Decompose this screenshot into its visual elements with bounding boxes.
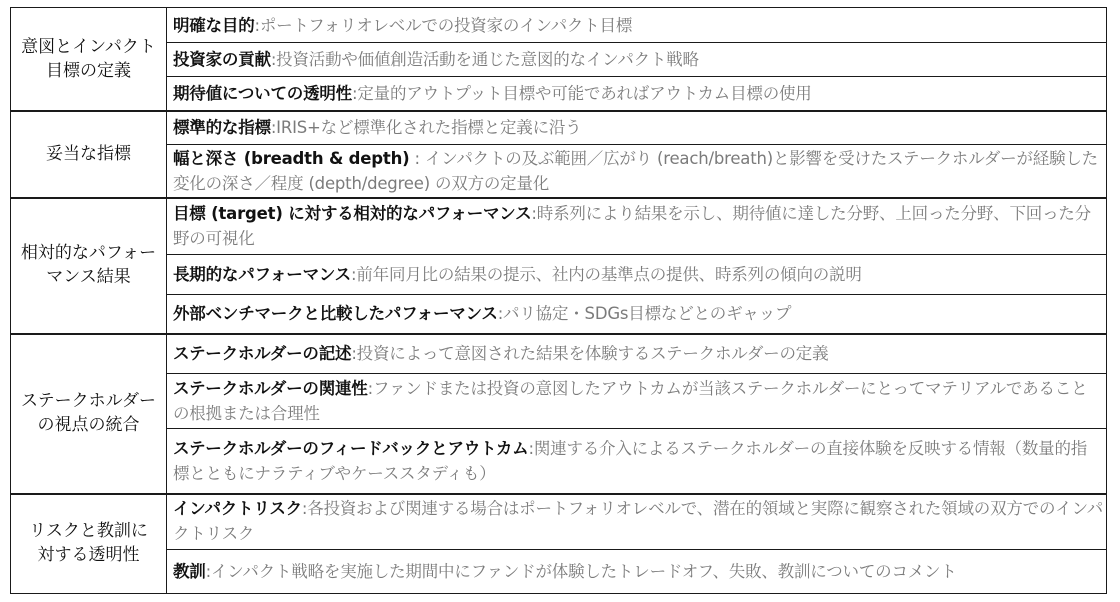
criterion-description: 投資によって意図された結果を体験するステークホルダーの定義 (356, 343, 829, 363)
separator: : (205, 561, 211, 581)
criterion-title: 長期的なパフォーマンス (173, 264, 351, 284)
separator: : (254, 15, 260, 35)
section-label-text: 妥当な指標 (46, 143, 131, 164)
section-label (11, 110, 166, 197)
separator: : (497, 304, 504, 323)
section-label (11, 8, 166, 110)
criterion-row (173, 294, 1103, 333)
criterion-description: 定量的アウトプット目標や可能であればアウトカム目標の使用 (357, 83, 812, 103)
criterion-title: ステークホルダーの記述 (173, 343, 352, 363)
separator: : (350, 264, 357, 284)
criterion-row (173, 110, 1103, 144)
criterion-title: 明確な目的 (173, 15, 255, 35)
criterion-row (173, 197, 1103, 254)
separator: : (351, 83, 358, 103)
criterion-title: インパクトリスク (173, 499, 302, 518)
criterion-description: インパクトの及ぶ範囲／広がり (reach/breath)と影響を受けたステークホルダーが経験した変化の深さ／程度 (depth/degree) の双方の定量化 (173, 148, 1098, 193)
criterion-row (173, 333, 1103, 373)
criterion-row (173, 8, 1103, 42)
criterion-title: 外部ベンチマークと比較したパフォーマンス (173, 304, 498, 323)
criterion-row (173, 254, 1103, 294)
criterion-description: インパクト戦略を実施した期間中にファンドが体験したトレードオフ、失敗、教訓についてのコメント (210, 561, 957, 581)
criterion-description: 投資活動や価値創造活動を通じた意図的なインパクト戦略 (276, 49, 699, 69)
separator: : (528, 438, 534, 458)
criterion-title: 目標 (target) に対する相対的なパフォーマンス (173, 203, 532, 223)
criterion-description: ポートフォリオレベルでの投資家のインパクト目標 (259, 15, 633, 35)
criterion-description: 前年同月比の結果の提示、社内の基準点の提供、時系列の傾向の説明 (356, 264, 862, 284)
criterion-title: 期待値についての透明性 (173, 83, 352, 103)
section-label (11, 197, 166, 333)
separator: : (270, 49, 277, 69)
criterion-title: 幅と深さ (breadth & depth) (173, 148, 410, 168)
section-label-text: ステークホルダー の視点の統合 (21, 391, 156, 435)
criterion-title: 標準的な指標 (173, 117, 271, 137)
section-label-text: 意図とインパクト 目標の定義 (21, 37, 156, 81)
criterion-description: パリ協定・SDGs目標などとのギャップ (503, 304, 792, 323)
section-label-text: リスクと教訓に 対する透明性 (29, 521, 148, 565)
criterion-description: IRIS+など標準化された指標と定義に沿う (276, 117, 582, 137)
criterion-title: ステークホルダーの関連性 (173, 378, 368, 398)
separator: : (531, 203, 537, 223)
criterion-row (173, 42, 1103, 76)
separator: : (301, 499, 308, 518)
criterion-row (173, 76, 1103, 110)
column-divider (166, 8, 167, 593)
criterion-row (173, 373, 1103, 428)
separator: : (367, 378, 373, 398)
criterion-description: 時系列により結果を示し、期待値に達した分野、上回った分野、下回った分野の可視化 (173, 203, 1091, 248)
separator: : (351, 343, 357, 363)
criterion-row (173, 493, 1103, 549)
criterion-description: 各投資および関連する場合はポートフォリオレベルで、潜在的領域と実際に観察された領域の双方でのインパクトリスク (173, 499, 1104, 543)
criterion-row (173, 549, 1103, 593)
section-label (11, 493, 166, 593)
section-label (11, 333, 166, 493)
criterion-description: ファンドまたは投資の意図したアウトカムが当該ステークホルダーにとってマテリアルであることの根拠または合理性 (173, 378, 1088, 423)
separator: : (409, 148, 425, 168)
impact-reporting-table (10, 7, 1107, 594)
criterion-row (173, 144, 1103, 197)
section-label-text: 相対的なパフォー マンス結果 (20, 243, 157, 287)
criterion-title: ステークホルダーのフィードバックとアウトカム (173, 438, 529, 458)
criterion-title: 投資家の貢献 (173, 49, 271, 69)
criterion-title: 教訓 (173, 561, 206, 581)
criterion-row (173, 428, 1103, 493)
separator: : (270, 117, 277, 137)
criterion-description: 関連する介入によるステークホルダーの直接体験を反映する情報（数量的指標とともにナラティブやケーススタディも） (173, 438, 1088, 483)
